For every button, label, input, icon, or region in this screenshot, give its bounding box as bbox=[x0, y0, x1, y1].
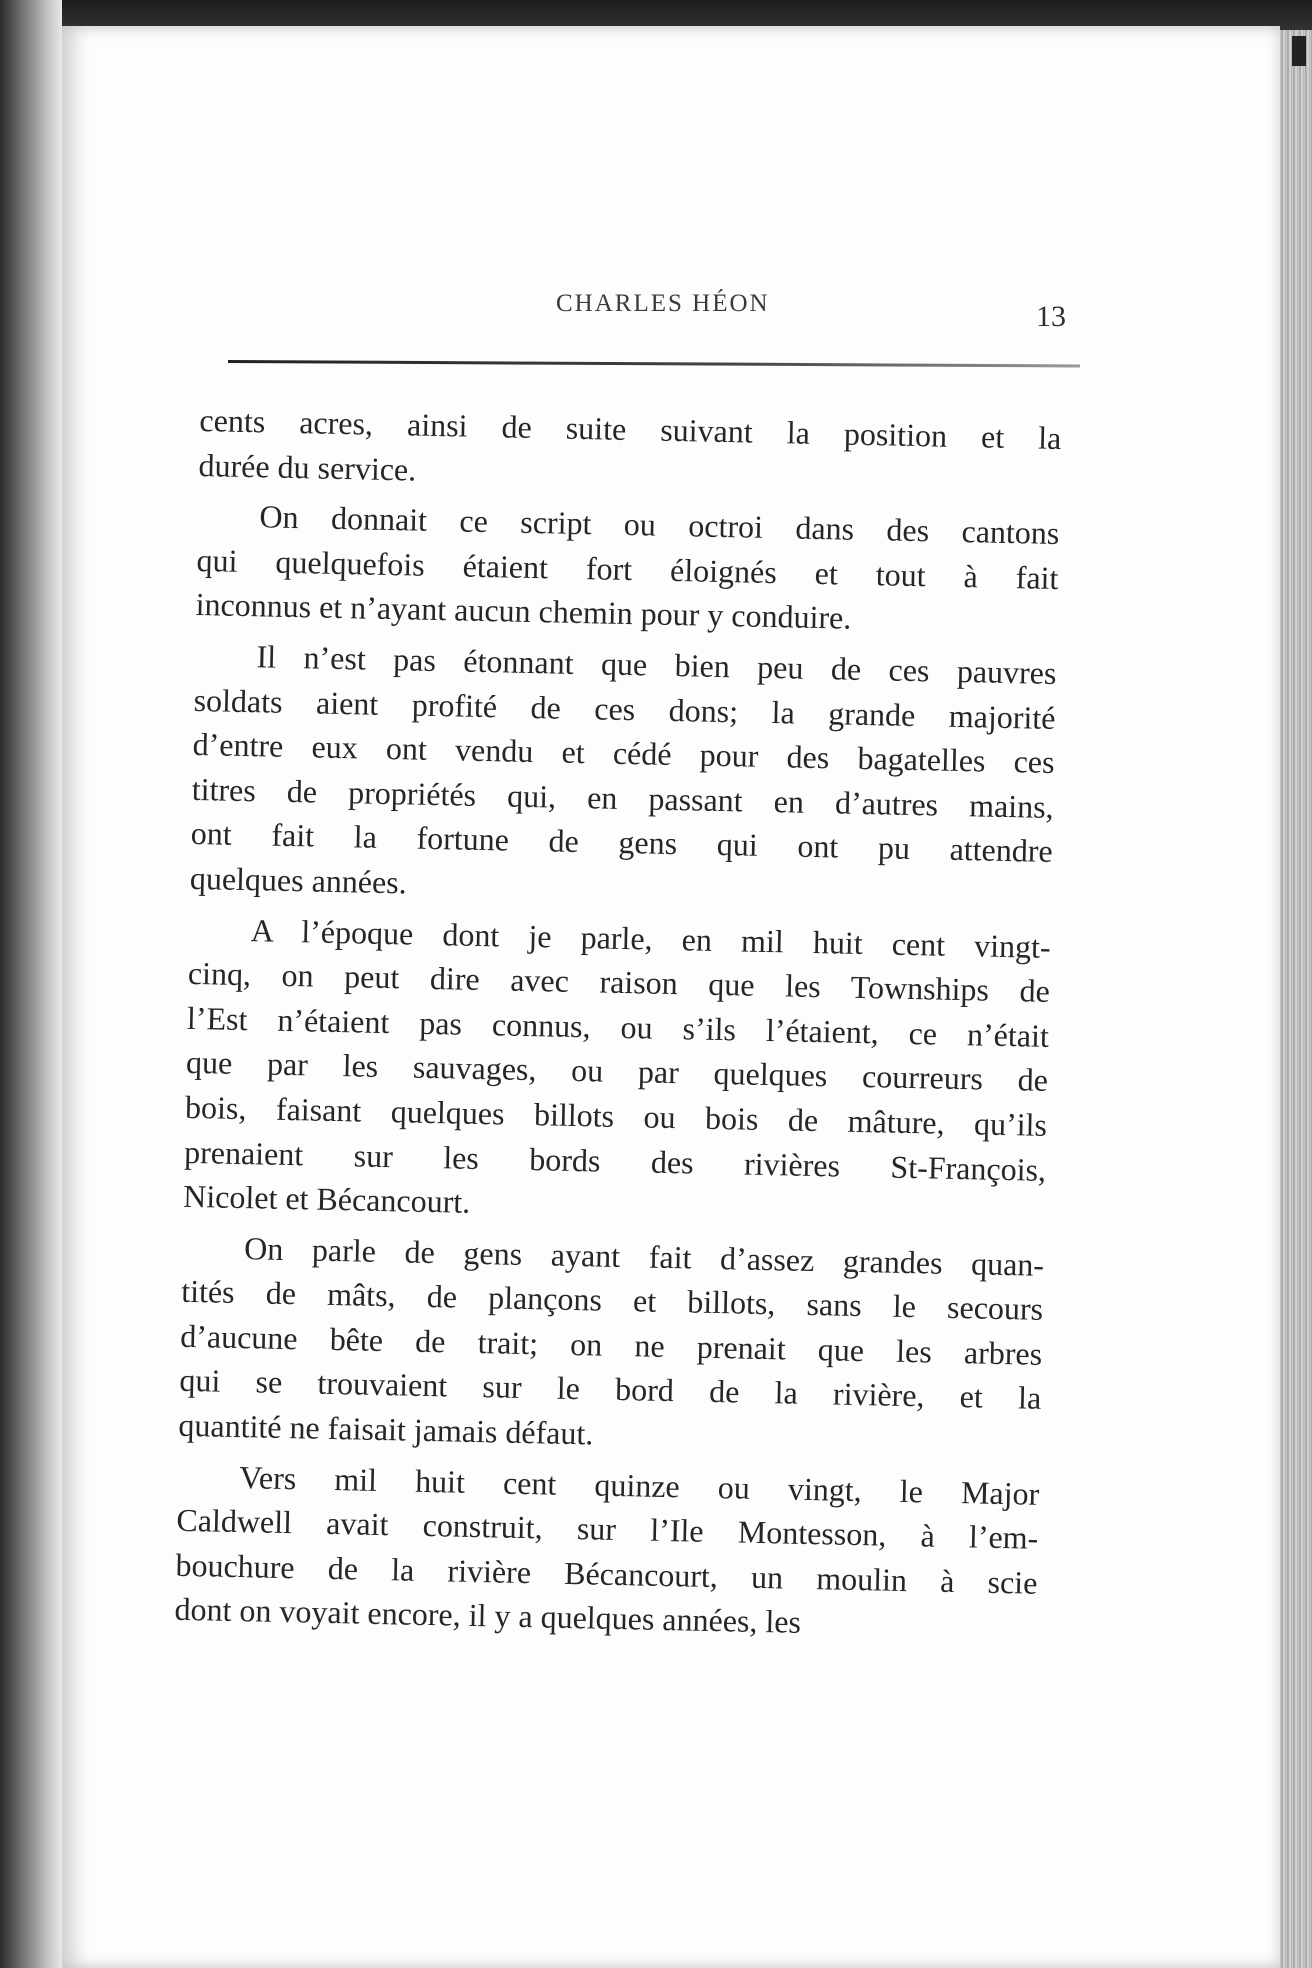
text-line: quelques années. bbox=[189, 859, 408, 901]
body-text bbox=[174, 398, 1062, 1650]
paragraph bbox=[174, 1453, 1040, 1649]
text-line: A l’époque dont je parle, en mil huit cent vingt- bbox=[250, 911, 1052, 965]
text-line: ont fait la fortune de gens qui ont pu attendre bbox=[190, 815, 1054, 870]
text-line: cents acres, ainsi de suite suivant la position et la bbox=[199, 401, 1062, 457]
text-line: d’entre eux ont vendu et cédé pour des bagatelles ces bbox=[192, 726, 1055, 781]
text-line: quantité ne faisait jamais défaut. bbox=[178, 1406, 594, 1452]
paragraph bbox=[198, 398, 1062, 505]
text-line: On donnait ce script ou octroi dans des cantons bbox=[259, 498, 1060, 552]
text-line: qui se trouvaient sur le bord de la rivière, et la bbox=[179, 1362, 1042, 1417]
text-line: titres de propriétés qui, en passant en d’autres mains, bbox=[191, 770, 1055, 825]
running-head: CHARLES HÉON bbox=[556, 290, 770, 317]
page-number: 13 bbox=[1036, 300, 1066, 333]
text-line: qui quelquefois étaient fort éloignés et tout à fait bbox=[196, 541, 1059, 596]
text-line: Caldwell avait construit, sur l’Ile Montesson, à l’em- bbox=[176, 1502, 1039, 1557]
text-line: soldats aient profité de ces dons; la grande majorité bbox=[193, 681, 1056, 736]
text-line: inconnus et n’ayant aucun chemin pour y conduire. bbox=[195, 586, 852, 637]
text-line: que par les sauvages, ou par quelques courreurs de bbox=[185, 1044, 1049, 1099]
text-line: tités de mâts, de plançons et billots, sans le secours bbox=[180, 1273, 1044, 1328]
edge-marker bbox=[1292, 36, 1306, 66]
text-line: Nicolet et Bécancourt. bbox=[182, 1177, 471, 1220]
paragraph bbox=[195, 493, 1060, 645]
text-line: dont on voyait encore, il y a quelques années, les bbox=[174, 1591, 802, 1641]
text-line: l’Est n’étaient pas connus, ou s’ils l’étaient, ce n’était bbox=[186, 999, 1050, 1054]
book-binding-shadow bbox=[0, 0, 62, 1968]
paragraph bbox=[183, 906, 1051, 1236]
text-line: bois, faisant quelques billots ou bois de mâture, qu’ils bbox=[184, 1088, 1048, 1143]
text-line: d’aucune bête de trait; on ne prenait que les arbres bbox=[179, 1317, 1043, 1372]
text-line: durée du service. bbox=[198, 446, 417, 488]
paragraph bbox=[189, 633, 1056, 919]
text-line: cinq, on peut dire avec raison que les Townships de bbox=[187, 955, 1051, 1010]
page-edges bbox=[1280, 30, 1312, 1968]
text-line: prenaient sur les bords des rivières St-François, bbox=[183, 1133, 1047, 1188]
text-line: bouchure de la rivière Bécancourt, un moulin à scie bbox=[175, 1546, 1038, 1601]
text-line: Vers mil huit cent quinze ou vingt, le Major bbox=[239, 1458, 1040, 1512]
text-line: Il n’est pas étonnant que bien peu de ces pauvres bbox=[256, 638, 1057, 691]
paragraph bbox=[178, 1225, 1044, 1466]
text-line: On parle de gens ayant fait d’assez grandes quan- bbox=[243, 1229, 1045, 1283]
